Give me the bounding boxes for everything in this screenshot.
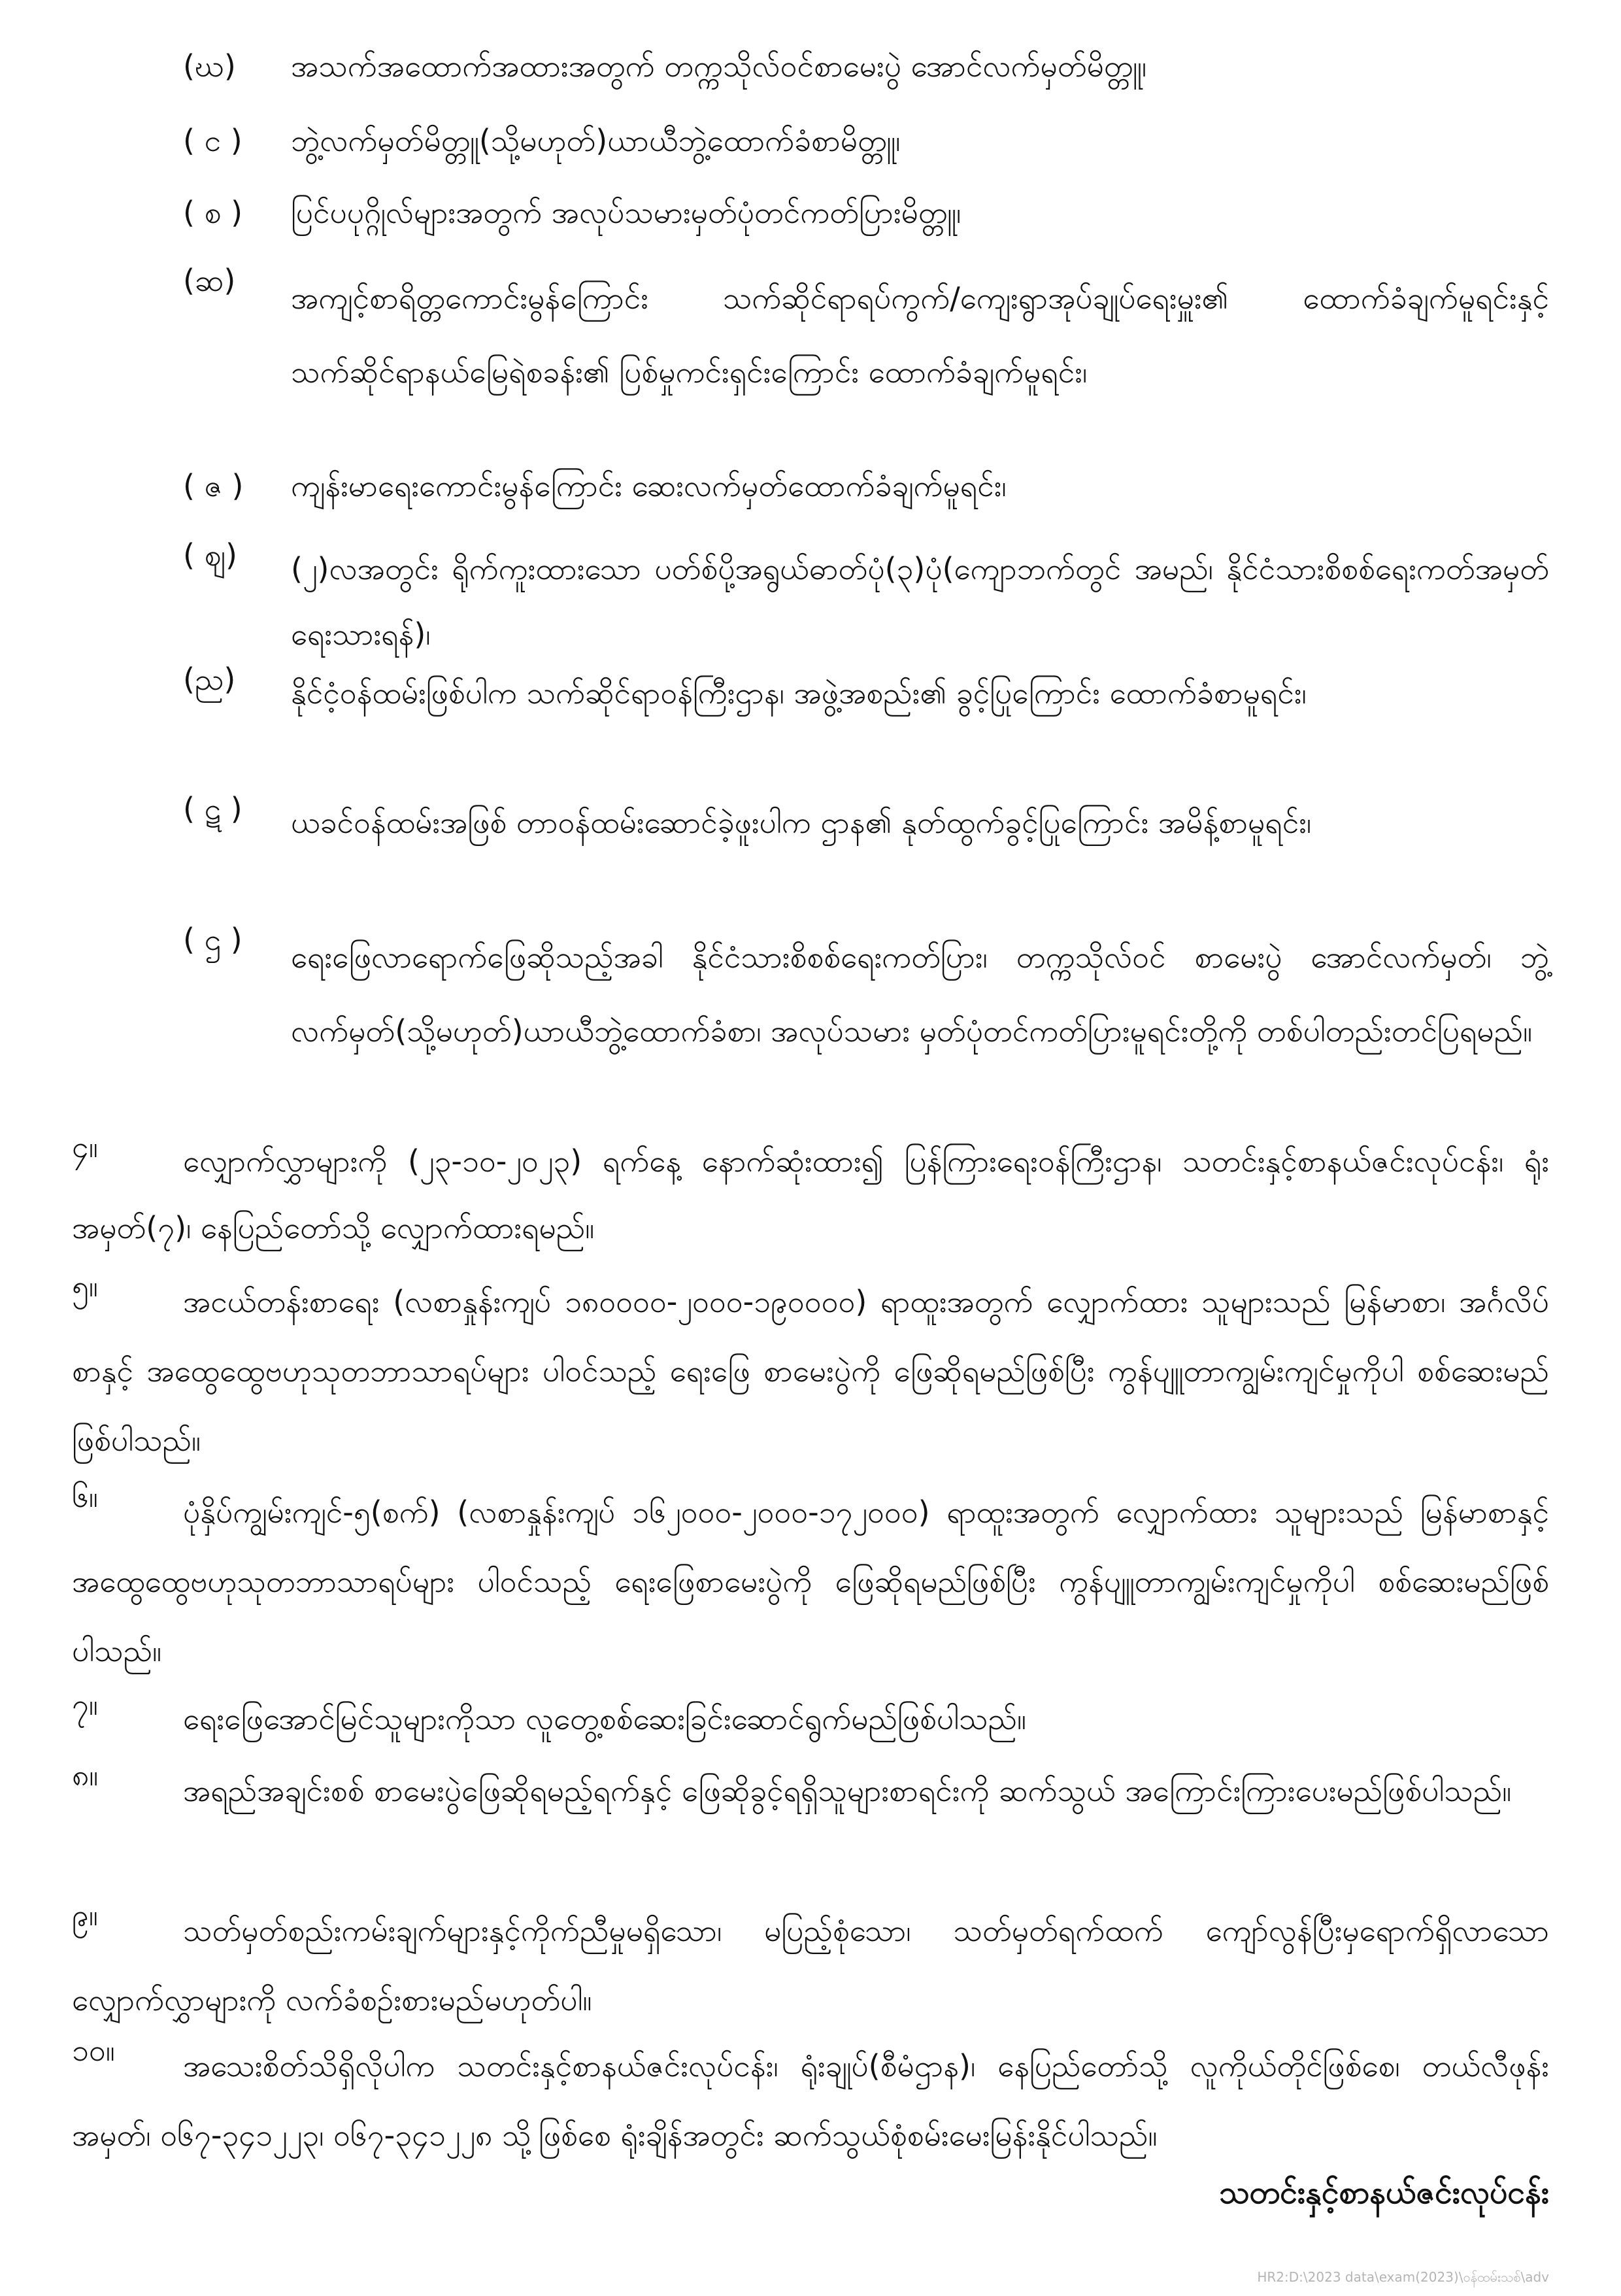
item-text: နိုင်ငံ့ဝန်ထမ်းဖြစ်ပါက သက်ဆိုင်ရာဝန်ကြီးဌာန၊ အဖွဲ့အစည်း၏ ခွင့်ပြုကြောင်း ထောက်ခံစာမူရင်း၊	[291, 675, 1307, 711]
paragraph-text: သတ်မှတ်စည်းကမ်းချက်များနှင့်ကိုက်ညီမှုမရှိသော၊ မပြည့်စုံသော၊ သတ်မှတ်ရက်ထက် ကျော်လွန်ပြီးမှရောက်ရှိလာသော လျှောက်လွှာများကို လက်ခံစဉ်းစားမည်မဟုတ်ပါ။	[72, 1913, 1549, 2017]
file-path-footer: HR2:D:\2023 data\exam(2023)\ဝန်ထမ်းသစ်\adv	[1257, 2269, 1549, 2285]
item-label: (ည)	[183, 662, 236, 697]
paragraph-number: ၈။	[72, 1757, 99, 1793]
item-label: (ဆ)	[183, 263, 236, 298]
item-text: (၂)လအတွင်း ရိုက်ကူးထားသော ပတ်စ်ပို့အရွယ်ဓာတ်ပုံ(၃)ပုံ(ကျောဘက်တွင် အမည်၊ နိုင်ငံသားစိစစ်ရေးကတ်အမှတ်ရေးသားရန်)၊	[291, 551, 1549, 652]
item-text: ရေးဖြေလာရောက်ဖြေဆိုသည့်အခါ နိုင်ငံသားစိစစ်ရေးကတ်ပြား၊ တက္ကသိုလ်ဝင် စာမေးပွဲ အောင်လက်မှတ်၊ ဘွဲ့လက်မှတ်(သို့မဟုတ်)ယာယီဘွဲ့ထောက်ခံစာ၊ အလုပ်သမား မှတ်ပုံတင်ကတ်ပြားမူရင်းတို့ကို တစ်ပါတည်းတင်ပြရမည်။	[291, 939, 1549, 1049]
item-label: ( ဌ )	[183, 922, 242, 957]
item-label: (ဃ)	[183, 48, 236, 84]
item-text: ဘွဲ့လက်မှတ်မိတ္တူ(သို့မဟုတ်)ယာယီဘွဲ့ထောက်ခံစာမိတ္တူ၊	[291, 123, 901, 158]
item-text: အသက်အထောက်အထားအတွက် တက္ကသိုလ်ဝင်စာမေးပွဲ အောင်လက်မှတ်မိတ္တူ၊	[291, 48, 1147, 84]
item-label: ( င )	[183, 123, 242, 158]
item-text: အကျင့်စာရိတ္တကောင်းမွန်ကြောင်း သက်ဆိုင်ရာရပ်ကွက်/ကျေးရွာအုပ်ချုပ်ရေးမှူး၏ ထောက်ခံချက်မူရင်းနှင့် သက်ဆိုင်ရာနယ်မြေရဲစခန်း၏ ပြစ်မှုကင်းရှင်းကြောင်း ထောက်ခံချက်မူရင်း၊	[291, 280, 1549, 390]
signature-department: သတင်းနှင့်စာနယ်ဇင်းလုပ်ငန်း	[1219, 2174, 1549, 2211]
paragraph-text: အရည်အချင်းစစ် စာမေးပွဲဖြေဆိုရမည့်ရက်နှင့် ဖြေဆိုခွင့်ရရှိသူများစာရင်းကို ဆက်သွယ် အကြောင်းကြားပေးမည်ဖြစ်ပါသည်။	[183, 1773, 1512, 1808]
item-label: ( ဈ)	[183, 537, 237, 573]
paragraph-number: ၆။	[72, 1479, 98, 1514]
paragraph-text: အငယ်တန်းစာရေး (လစာနှုန်းကျပ် ၁၈၀၀၀၀-၂၀၀၀-၁၉၀၀၀၀) ရာထူးအတွက် လျှောက်ထား သူများသည် မြန်မာစာ၊ အင်္ဂလိပ်စာနှင့် အထွေထွေဗဟုသုတဘာသာရပ်များ ပါဝင်သည့် ရေးဖြေ စာမေးပွဲကို ဖြေဆိုရမည်ဖြစ်ပြီး ကွန်ပျူတာကျွမ်းကျင်မှုကိုပါ စစ်ဆေးမည်ဖြစ်ပါသည်။	[72, 1284, 1549, 1458]
paragraph-number: ၉။	[72, 1897, 98, 1933]
paragraph-number: ၁၀။	[72, 2033, 115, 2068]
paragraph-number: ၅။	[72, 1268, 98, 1304]
item-text: ပြင်ပပုဂ္ဂိုလ်များအတွက် အလုပ်သမားမှတ်ပုံတင်ကတ်ပြားမိတ္တူ၊	[291, 195, 961, 230]
paragraph-text: ပုံနှိပ်ကျွမ်းကျင်-၅(စက်) (လစာနှုန်းကျပ် ၁၆၂၀၀၀-၂၀၀၀-၁၇၂၀၀၀) ရာထူးအတွက် လျှောက်ထား သူများသည် မြန်မာစာနှင့် အထွေထွေဗဟုသုတဘာသာရပ်များ ပါဝင်သည့် ရေးဖြေစာမေးပွဲကို ဖြေဆိုရမည်ဖြစ်ပြီး ကွန်ပျူတာကျွမ်းကျင်မှုကိုပါ စစ်ဆေးမည်ဖြစ်ပါသည်။	[72, 1494, 1549, 1668]
item-label: ( ဋ )	[183, 791, 242, 826]
paragraph-number: ၄။	[72, 1129, 98, 1164]
item-text: ကျန်းမာရေးကောင်းမွန်ကြောင်း ဆေးလက်မှတ်ထောက်ခံချက်မူရင်း၊	[291, 468, 1007, 503]
paragraph-text: အသေးစိတ်သိရှိလိုပါက သတင်းနှင့်စာနယ်ဇင်းလုပ်ငန်း၊ ရုံးချုပ်(စီမံဌာန)၊ နေပြည်တော်သို့ လူကိုယ်တိုင်ဖြစ်စေ၊ တယ်လီဖုန်းအမှတ်၊ ၀၆၇-၃၄၁၂၂၃၊ ၀၆၇-၃၄၁၂၂၈ သို့ဖြစ်စေ ရုံးချိန်အတွင်း ဆက်သွယ်စုံစမ်းမေးမြန်းနိုင်ပါသည်။	[72, 2048, 1549, 2153]
item-label: ( စ )	[183, 195, 243, 230]
item-label: ( ဇ )	[183, 468, 244, 503]
paragraph-text: ရေးဖြေအောင်မြင်သူများကိုသာ လူတွေ့စစ်ဆေးခြင်းဆောင်ရွက်မည်ဖြစ်ပါသည်။	[183, 1701, 1026, 1736]
paragraph-text: လျှောက်လွှာများကို (၂၃-၁၀-၂၀၂၃) ရက်နေ့ နောက်ဆုံးထား၍ ပြန်ကြားရေးဝန်ကြီးဌာန၊ သတင်းနှင့်စာနယ်ဇင်းလုပ်ငန်း၊ ရုံးအမှတ်(၇)၊ နေပြည်တော်သို့ လျှောက်ထားရမည်။	[72, 1143, 1549, 1245]
item-text: ယခင်ဝန်ထမ်းအဖြစ် တာဝန်ထမ်းဆောင်ခဲ့ဖူးပါက ဌာန၏ နုတ်ထွက်ခွင့်ပြုကြောင်း အမိန့်စာမူရင်း၊	[291, 805, 1312, 840]
paragraph-number: ၇။	[72, 1687, 98, 1722]
